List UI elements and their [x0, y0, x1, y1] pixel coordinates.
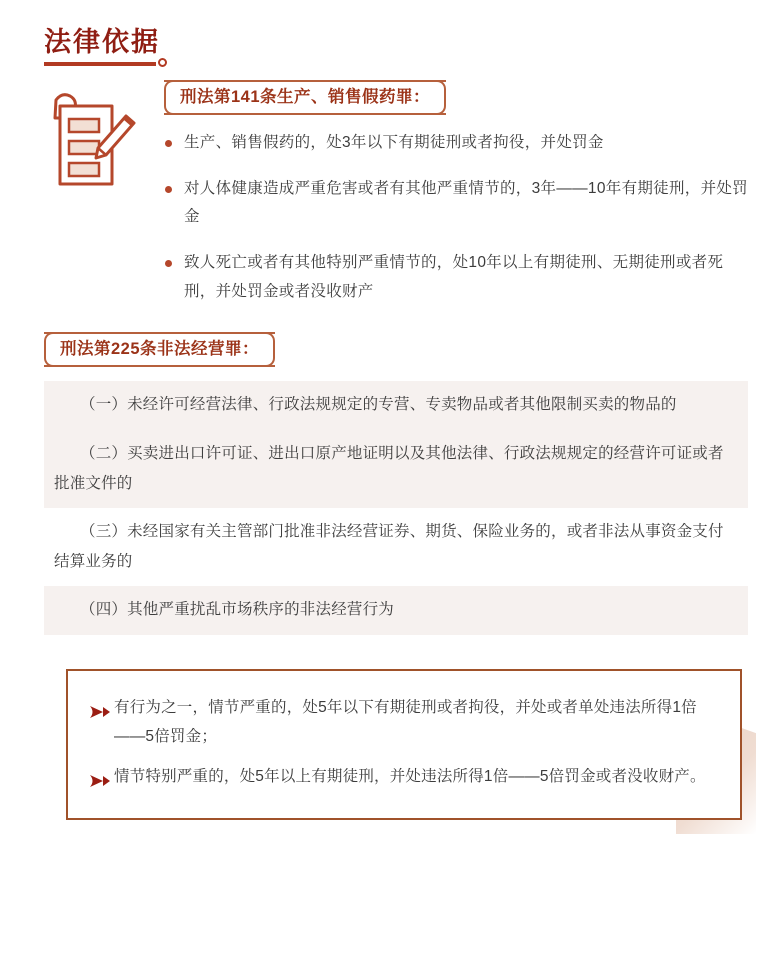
- list-item: （二）买卖进出口许可证、进出口原产地证明以及其他法律、行政法规规定的经营许可证或者批准文件的: [44, 430, 748, 508]
- penalty-section: [66, 669, 742, 820]
- page-header: [0, 0, 782, 58]
- list-item: [164, 129, 752, 158]
- section-criminal-law-225: [0, 306, 782, 634]
- list-item: [164, 175, 752, 232]
- list-item: （三）未经国家有关主管部门批准非法经营证券、期货、保险业务的，或者非法从事资金支付结算业务的: [54, 522, 724, 571]
- arrow-right-icon: [90, 693, 114, 729]
- bullet-dot-icon: [165, 186, 172, 193]
- law-141-bullet-list: [164, 129, 752, 306]
- title-underline: [44, 62, 156, 66]
- list-item: [90, 762, 716, 798]
- list-item: [164, 249, 752, 306]
- penalty-box: [66, 669, 742, 820]
- law-tag-225: 刑法第225条非法经营罪：: [44, 332, 275, 367]
- arrow-right-icon: [90, 762, 114, 798]
- list-item-text: 致人死亡或者有其他特别严重情节的，处10年以上有期徒刑、无期徒刑或者死刑，并处罚金或者没收财产: [184, 253, 724, 300]
- list-item: [90, 693, 716, 752]
- title-dot-icon: [158, 58, 167, 67]
- list-item: （四）其他严重扰乱市场秩序的非法经营行为: [44, 586, 748, 634]
- list-item-text: 对人体健康造成严重危害或者有其他严重情节的，3年——10年有期徒刑，并处罚金: [184, 179, 748, 226]
- list-item-text: 生产、销售假药的，处3年以下有期徒刑或者拘役，并处罚金: [184, 133, 604, 151]
- bullet-dot-icon: [165, 140, 172, 147]
- section-141-body: [158, 80, 752, 307]
- list-item-text: 情节特别严重的，处5年以上有期徒刑，并处违法所得1倍——5倍罚金或者没收财产。: [114, 767, 706, 785]
- law-tag-141: 刑法第141条生产、销售假药罪：: [164, 80, 446, 115]
- document-pen-icon: [38, 80, 158, 307]
- page-title: 法律依据: [44, 27, 160, 57]
- bullet-dot-icon: [165, 260, 172, 267]
- section-criminal-law-141: [0, 58, 782, 307]
- list-item-text: 有行为之一，情节严重的，处5年以下有期徒刑或者拘役，并处或者单处违法所得1倍——5倍罚金；: [114, 698, 697, 746]
- list-item: （一）未经许可经营法律、行政法规规定的专营、专卖物品或者其他限制买卖的物品的: [44, 381, 748, 429]
- law-225-clause-list: [44, 381, 748, 634]
